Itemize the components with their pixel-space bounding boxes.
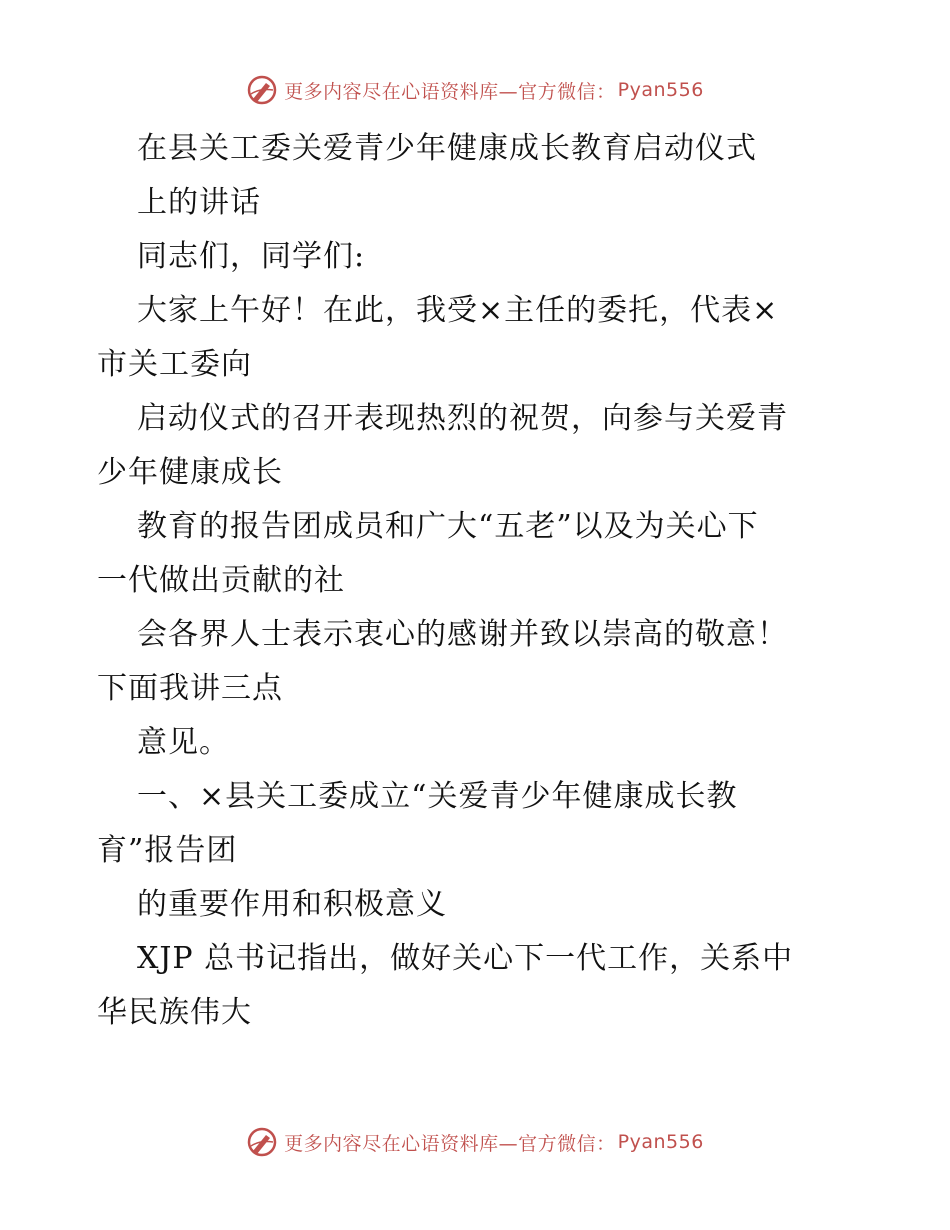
text-line: 大家上午好！在此，我受×主任的委托，代表×: [137, 293, 779, 328]
pen-circle-logo-icon: [246, 74, 278, 106]
text-line: 上的讲话: [137, 185, 261, 220]
text-line: 会各界人士表示衷心的感谢并致以崇高的敬意！: [137, 617, 788, 652]
watermark-wechat-id: Pyan556: [617, 79, 704, 101]
text-line: 一代做出贡献的社: [97, 563, 345, 598]
text-line: 下面我讲三点: [97, 671, 283, 706]
text-line: 意见。: [137, 725, 230, 760]
header-watermark: [0, 70, 950, 110]
document-body: [97, 122, 857, 1040]
footer-watermark: [0, 1122, 950, 1162]
watermark-text: 更多内容尽在心语资料库—官方微信：: [284, 1132, 616, 1155]
text-line: 的重要作用和积极意义: [137, 887, 447, 922]
text-line: XJP 总书记指出，做好关心下一代工作，关系中: [137, 941, 794, 976]
text-line: 华民族伟大: [97, 995, 252, 1030]
watermark-text: 更多内容尽在心语资料库—官方微信：: [284, 80, 616, 103]
watermark-wechat-id: Pyan556: [617, 1131, 704, 1153]
text-line: 一、×县关工委成立“关爱青少年健康成长教: [137, 779, 738, 814]
text-line: 少年健康成长: [97, 455, 283, 490]
text-line: 在县关工委关爱青少年健康成长教育启动仪式: [137, 131, 757, 166]
pen-circle-logo-icon: [246, 1126, 278, 1158]
text-line: 育”报告团: [97, 833, 238, 868]
text-line: 启动仪式的召开表现热烈的祝贺，向参与关爱青: [137, 401, 788, 436]
text-line: 市关工委向: [97, 347, 252, 382]
text-line: 同志们，同学们:: [137, 239, 366, 274]
text-line: 教育的报告团成员和广大“五老”以及为关心下: [137, 509, 759, 544]
